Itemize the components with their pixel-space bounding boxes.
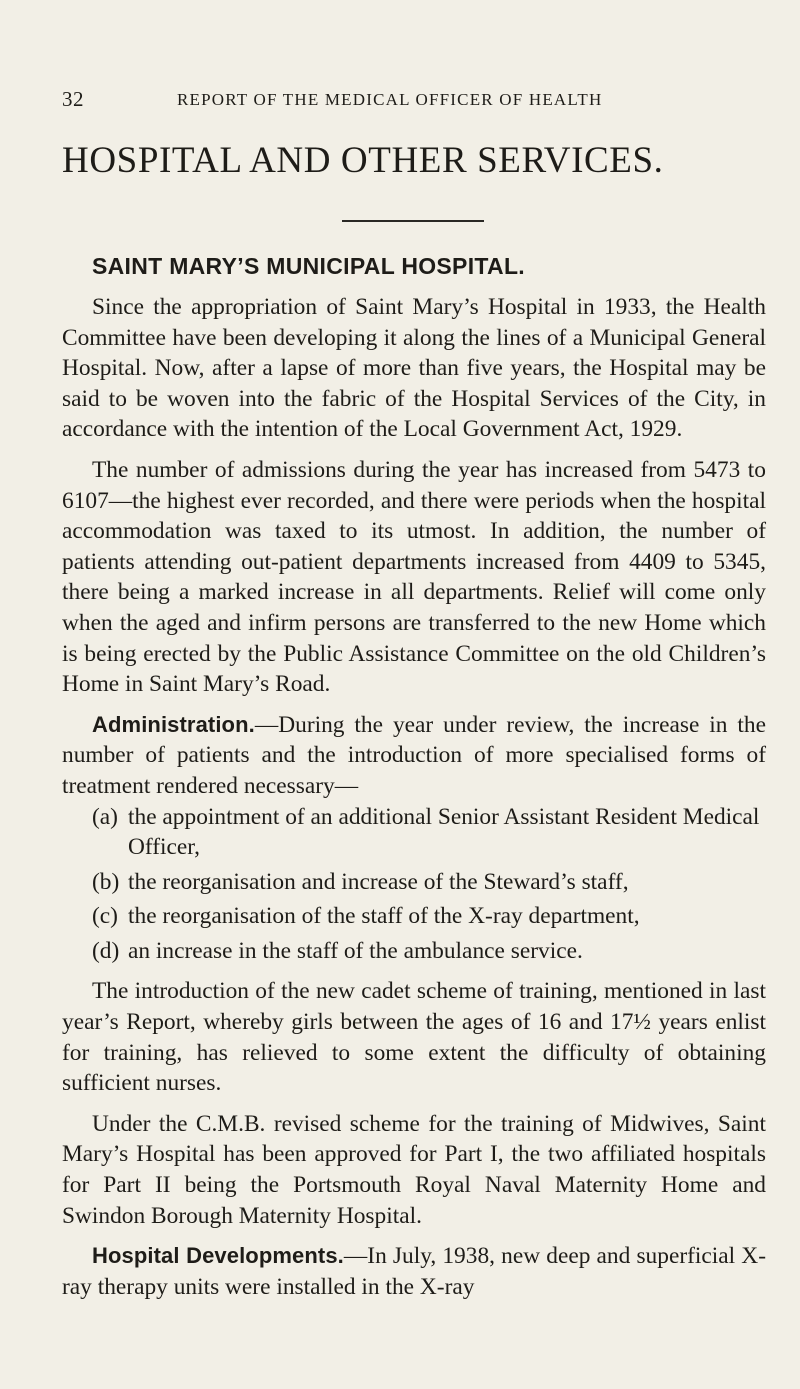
section-heading: SAINT MARY’S MUNICIPAL HOSPITAL.	[92, 253, 525, 279]
running-title: REPORT OF THE MEDICAL OFFICER OF HEALTH	[177, 90, 603, 109]
paragraph-administration	[62, 710, 766, 802]
list-item-text: the appointment of an additional Senior Assistant Resident Medical Officer,	[128, 803, 760, 861]
list-item-text: the reorganisation and increase of the Steward’s staff,	[128, 868, 629, 895]
list-item	[62, 802, 766, 863]
paragraph-admissions: The number of admissions during the year has increased from 5473 to 6107—the highest ever recorded, and there were periods when the hospital accommodation was taxed to its utmost. In addition, the number of patients attending out-patient departments increased from 4409 to 5345, there being a marked increase in all departments. Relief will come only when the aged and infirm persons are transferred to the new Home which is being erected by the Public Assistance Committee on the old Children’s Home in Saint Mary’s Road.	[62, 456, 766, 698]
list-item-text: an increase in the staff of the ambulance service.	[128, 937, 583, 964]
page-number: 32	[62, 87, 84, 111]
list-marker: (c)	[92, 903, 118, 930]
title-rule	[342, 220, 484, 222]
page-title: HOSPITAL AND OTHER SERVICES.	[62, 140, 664, 181]
paragraph-appropriation: Since the appropriation of Saint Mary’s Hospital in 1933, the Health Committee have been developing it along the lines of a Municipal General Hospital. Now, after a lapse of more than five years, the Hospital may be said to be woven into the fabric of the Hospital Services of the City, in accordance with the intention of the Local Government Act, 1929.	[62, 294, 766, 443]
running-header	[62, 87, 762, 117]
administration-heading: Administration.	[92, 711, 255, 737]
list-item	[62, 901, 766, 932]
list-marker: (b)	[92, 868, 120, 895]
developments-heading: Hospital Developments.	[92, 1243, 344, 1269]
developments-text: —In July, 1938, new deep and superficial X-ray therapy units were installed in the X-ray	[62, 1243, 766, 1300]
body-text	[62, 292, 766, 1302]
paragraph-developments	[62, 1241, 766, 1302]
list-item-text: the reorganisation of the staff of the X-ray department,	[128, 903, 640, 930]
list-marker: (d)	[92, 937, 120, 964]
list-marker: (a)	[92, 803, 118, 830]
administration-list	[62, 802, 766, 967]
list-item	[62, 867, 766, 898]
list-item	[62, 936, 766, 967]
administration-text: —During the year under review, the increase in the number of patients and the introduction of more specialised forms of treatment rendered necessary—	[62, 711, 766, 799]
paragraph-midwives: Under the C.M.B. revised scheme for the training of Midwives, Saint Mary’s Hospital has been approved for Part I, the two affiliated hospitals for Part II being the Portsmouth Royal Naval Maternity Home and Swindon Borough Maternity Hospital.	[62, 1110, 766, 1229]
paragraph-cadet-scheme: The introduction of the new cadet scheme of training, mentioned in last year’s Report, whereby girls between the ages of 16 and 17½ years enlist for training, has relieved to some extent the difficulty of obtaining sufficient nurses.	[62, 978, 766, 1097]
